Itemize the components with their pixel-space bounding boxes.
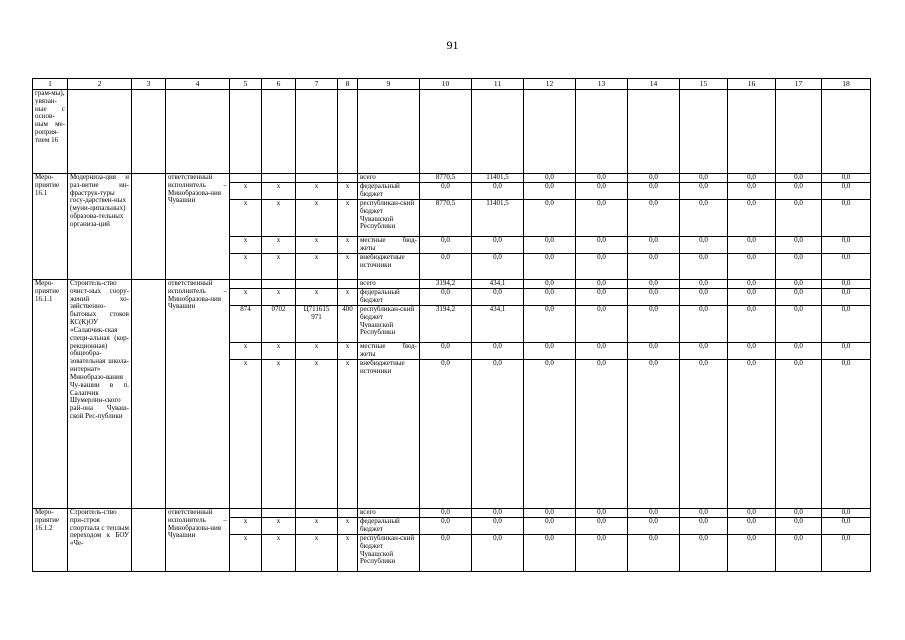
value-cell: 0,0: [472, 360, 524, 509]
value-cell: 0,0: [420, 343, 472, 360]
header-col-13: 13: [576, 79, 628, 90]
value-cell: 0,0: [822, 183, 871, 200]
value-cell: 0,0: [420, 237, 472, 254]
code-cell-c8: x: [338, 289, 358, 306]
value-cell: 0,0: [576, 174, 628, 183]
code-cell-c6: x: [262, 518, 296, 535]
code-cell-c8: x: [338, 360, 358, 509]
value-cell: 0,0: [472, 237, 524, 254]
value-cell: 0,0: [472, 254, 524, 280]
funding-source-cell: местные бюд-жеты: [358, 237, 420, 254]
code-cell-c7: x: [296, 200, 338, 237]
value-cell: 0,0: [680, 254, 728, 280]
value-cell: 0,0: [776, 237, 822, 254]
header-col-8: 8: [338, 79, 358, 90]
value-cell: 0,0: [524, 183, 576, 200]
continuation-row: [33, 90, 871, 174]
value-cell: 0,0: [472, 518, 524, 535]
value-cell: 0,0: [628, 518, 680, 535]
value-cell: 0,0: [420, 360, 472, 509]
code-cell-c8: x: [338, 518, 358, 535]
code-cell-c5: x: [230, 254, 262, 280]
budget-table: [32, 78, 871, 572]
funding-source-cell: федеральный бюджет: [358, 518, 420, 535]
header-col-2: 2: [68, 79, 132, 90]
value-cell: 0,0: [628, 254, 680, 280]
value-cell: 0,0: [628, 174, 680, 183]
value-cell: 0,0: [776, 535, 822, 572]
header-col-10: 10: [420, 79, 472, 90]
code-cell-c5: x: [230, 183, 262, 200]
value-cell: 0,0: [822, 509, 871, 518]
value-cell: 0,0: [524, 509, 576, 518]
code-cell-c8: x: [338, 200, 358, 237]
funding-source-cell: внебюджетные источники: [358, 360, 420, 509]
value-cell: 0,0: [524, 535, 576, 572]
header-col-17: 17: [776, 79, 822, 90]
code-cell-c7: x: [296, 183, 338, 200]
value-cell: 0,0: [628, 183, 680, 200]
header-col-16: 16: [728, 79, 776, 90]
header-col-7: 7: [296, 79, 338, 90]
value-cell: 0,0: [776, 254, 822, 280]
funding-source-cell: федеральный бюджет: [358, 289, 420, 306]
value-cell: 0,0: [524, 280, 576, 289]
header-col-18: 18: [822, 79, 871, 90]
code-cell-c6: x: [262, 200, 296, 237]
value-cell: 0,0: [576, 183, 628, 200]
value-cell: 0,0: [576, 343, 628, 360]
value-cell: 0,0: [472, 183, 524, 200]
value-cell: 0,0: [728, 174, 776, 183]
value-cell: 0,0: [524, 360, 576, 509]
header-col-9: 9: [358, 79, 420, 90]
code-cell-c6: x: [262, 343, 296, 360]
value-cell: 0,0: [628, 200, 680, 237]
value-cell: 0,0: [576, 289, 628, 306]
value-cell: 0,0: [472, 509, 524, 518]
value-cell: 0,0: [728, 254, 776, 280]
code-cell-c8: x: [338, 535, 358, 572]
executor-cell: ответственный исполнитель – Минобразова-ния Чувашии: [166, 509, 230, 572]
value-cell: 0,0: [776, 343, 822, 360]
header-col-5: 5: [230, 79, 262, 90]
code-cell-c7: x: [296, 254, 338, 280]
empty-cell: [132, 280, 166, 509]
value-cell: 0,0: [680, 535, 728, 572]
measure-name-cell: Строитель-ство очист-ных соору-жений хо-зяйственно-бытовых стоков КС(К)ОУ «Салапчик-ская специ-альная (кор-рекционная) общеобра-зовательная школа-интернат» Минобразо-вания Чу-вашии в п. Салапчик Шумерлин-ского рай-она Чуваш-ской Рес-публики: [68, 280, 132, 509]
header-row: [33, 79, 871, 90]
value-cell: 0,0: [776, 280, 822, 289]
code-cell-c5: x: [230, 343, 262, 360]
code-cell-c5: x: [230, 200, 262, 237]
code-cell-c7: x: [296, 535, 338, 572]
code-cell-c5: 874: [230, 306, 262, 343]
funding-source-cell: внебюджетные источники: [358, 254, 420, 280]
value-cell: 0,0: [680, 518, 728, 535]
value-cell: 0,0: [680, 183, 728, 200]
table-row: [33, 509, 871, 518]
code-cell-c8: x: [338, 343, 358, 360]
value-cell: 0,0: [776, 174, 822, 183]
value-cell: 0,0: [728, 360, 776, 509]
code-cell-c5: x: [230, 535, 262, 572]
value-cell: 0,0: [420, 518, 472, 535]
empty-cell: [132, 174, 166, 280]
value-cell: 0,0: [628, 509, 680, 518]
value-cell: 0,0: [728, 535, 776, 572]
funding-source-cell: республикан-ский бюджет Чувашской Республики: [358, 306, 420, 343]
measure-id-cell: Меро-приятие 16.1: [33, 174, 68, 280]
value-cell: 0,0: [680, 509, 728, 518]
code-cell-c7: x: [296, 360, 338, 509]
value-cell: 0,0: [680, 360, 728, 509]
value-cell: 0,0: [822, 174, 871, 183]
value-cell: 0,0: [776, 518, 822, 535]
header-col-6: 6: [262, 79, 296, 90]
measure-id-cell: Меро-приятие 16.1.1: [33, 280, 68, 509]
value-cell: 0,0: [576, 509, 628, 518]
value-cell: 0,0: [628, 289, 680, 306]
executor-cell: ответственный исполнитель – Минобразова-ния Чувашии: [166, 174, 230, 280]
value-cell: 0,0: [524, 289, 576, 306]
value-cell: 0,0: [728, 289, 776, 306]
code-cell-c5: x: [230, 518, 262, 535]
table-row: [33, 280, 871, 289]
value-cell: 3194,2: [420, 306, 472, 343]
code-cell-c8: [338, 174, 358, 183]
value-cell: 0,0: [680, 200, 728, 237]
code-cell-c8: x: [338, 237, 358, 254]
funding-source-cell: республикан-ский бюджет Чувашской Республики: [358, 535, 420, 572]
value-cell: 0,0: [680, 343, 728, 360]
value-cell: 0,0: [524, 518, 576, 535]
code-cell-c6: x: [262, 289, 296, 306]
funding-source-cell: всего: [358, 174, 420, 183]
value-cell: 0,0: [776, 289, 822, 306]
value-cell: 0,0: [822, 306, 871, 343]
value-cell: 0,0: [822, 343, 871, 360]
code-cell-c7: Ц711615 971: [296, 306, 338, 343]
value-cell: 0,0: [822, 237, 871, 254]
code-cell-c5: x: [230, 237, 262, 254]
value-cell: 3194,2: [420, 280, 472, 289]
value-cell: 0,0: [420, 289, 472, 306]
value-cell: 0,0: [472, 535, 524, 572]
value-cell: 0,0: [420, 535, 472, 572]
header-col-1: 1: [33, 79, 68, 90]
code-cell-c6: [262, 280, 296, 289]
code-cell-c7: x: [296, 237, 338, 254]
code-cell-c6: 0702: [262, 306, 296, 343]
code-cell-c8: [338, 509, 358, 518]
funding-source-cell: республикан-ский бюджет Чувашской Республики: [358, 200, 420, 237]
code-cell-c5: [230, 509, 262, 518]
value-cell: 0,0: [420, 254, 472, 280]
value-cell: 0,0: [728, 518, 776, 535]
value-cell: 0,0: [728, 509, 776, 518]
code-cell-c5: x: [230, 289, 262, 306]
value-cell: 0,0: [628, 306, 680, 343]
value-cell: 0,0: [576, 518, 628, 535]
value-cell: 0,0: [776, 360, 822, 509]
code-cell-c6: x: [262, 183, 296, 200]
header-col-12: 12: [524, 79, 576, 90]
value-cell: 0,0: [728, 343, 776, 360]
page-number: 91: [446, 38, 459, 52]
value-cell: 0,0: [576, 535, 628, 572]
code-cell-c7: [296, 280, 338, 289]
value-cell: 0,0: [728, 200, 776, 237]
measure-id-cell: Меро-приятие 16.1.2: [33, 509, 68, 572]
value-cell: 0,0: [728, 280, 776, 289]
code-cell-c6: x: [262, 237, 296, 254]
executor-cell: ответственный исполнитель – Минобразова-ния Чувашии: [166, 280, 230, 509]
value-cell: 0,0: [680, 289, 728, 306]
header-col-4: 4: [166, 79, 230, 90]
value-cell: 0,0: [524, 200, 576, 237]
value-cell: 0,0: [576, 360, 628, 509]
code-cell-c7: x: [296, 343, 338, 360]
value-cell: 0,0: [680, 306, 728, 343]
value-cell: 0,0: [822, 254, 871, 280]
code-cell-c7: x: [296, 289, 338, 306]
value-cell: 434,1: [472, 280, 524, 289]
value-cell: 0,0: [576, 254, 628, 280]
code-cell-c5: [230, 280, 262, 289]
value-cell: 0,0: [822, 289, 871, 306]
value-cell: 0,0: [420, 183, 472, 200]
value-cell: 0,0: [576, 237, 628, 254]
value-cell: 0,0: [628, 280, 680, 289]
measure-name-cell: Модерниза-ция и раз-витие ин-фраструк-туры госу-дарствен-ных (муни-ципальных) образова-тельных организа-ций: [68, 174, 132, 280]
value-cell: 0,0: [776, 509, 822, 518]
value-cell: 0,0: [680, 280, 728, 289]
funding-source-cell: всего: [358, 280, 420, 289]
funding-source-cell: местные бюд-жеты: [358, 343, 420, 360]
value-cell: 0,0: [776, 183, 822, 200]
code-cell-c8: x: [338, 183, 358, 200]
value-cell: 0,0: [680, 237, 728, 254]
value-cell: 0,0: [576, 280, 628, 289]
value-cell: 0,0: [728, 237, 776, 254]
value-cell: 0,0: [576, 306, 628, 343]
code-cell-c6: x: [262, 254, 296, 280]
value-cell: 0,0: [822, 518, 871, 535]
code-cell-c6: x: [262, 535, 296, 572]
value-cell: 0,0: [524, 174, 576, 183]
code-cell-c7: [296, 174, 338, 183]
header-col-15: 15: [680, 79, 728, 90]
value-cell: 0,0: [576, 200, 628, 237]
value-cell: 0,0: [728, 183, 776, 200]
value-cell: 0,0: [822, 200, 871, 237]
code-cell-c6: [262, 509, 296, 518]
value-cell: 0,0: [776, 306, 822, 343]
value-cell: 0,0: [822, 360, 871, 509]
code-cell-c5: [230, 174, 262, 183]
header-col-3: 3: [132, 79, 166, 90]
value-cell: 0,0: [776, 200, 822, 237]
value-cell: 434,1: [472, 306, 524, 343]
table-row: [33, 174, 871, 183]
value-cell: 0,0: [628, 360, 680, 509]
measure-name-cell: Строитель-ство при-строя спортзала с теплым переходом к БОУ «Че-: [68, 509, 132, 572]
value-cell: 0,0: [524, 343, 576, 360]
value-cell: 0,0: [524, 306, 576, 343]
value-cell: 0,0: [524, 237, 576, 254]
value-cell: 0,0: [472, 289, 524, 306]
value-cell: 0,0: [420, 509, 472, 518]
code-cell-c8: x: [338, 254, 358, 280]
funding-source-cell: всего: [358, 509, 420, 518]
code-cell-c8: 400: [338, 306, 358, 343]
value-cell: 0,0: [680, 174, 728, 183]
code-cell-c7: x: [296, 518, 338, 535]
code-cell-c6: [262, 174, 296, 183]
value-cell: 8770,5: [420, 200, 472, 237]
value-cell: 0,0: [472, 343, 524, 360]
value-cell: 0,0: [728, 306, 776, 343]
code-cell-c6: x: [262, 360, 296, 509]
funding-source-cell: федеральный бюджет: [358, 183, 420, 200]
value-cell: 0,0: [822, 280, 871, 289]
value-cell: 8770,5: [420, 174, 472, 183]
code-cell-c7: [296, 509, 338, 518]
value-cell: 11401,5: [472, 174, 524, 183]
code-cell-c8: [338, 280, 358, 289]
value-cell: 0,0: [524, 254, 576, 280]
value-cell: 0,0: [628, 535, 680, 572]
value-cell: 0,0: [628, 343, 680, 360]
header-col-14: 14: [628, 79, 680, 90]
empty-cell: [132, 509, 166, 572]
value-cell: 11401,5: [472, 200, 524, 237]
value-cell: 0,0: [628, 237, 680, 254]
continuation-text: грам-мы), увязан-ные с основ-ным ме-роприя-тием 16: [33, 90, 68, 174]
code-cell-c5: x: [230, 360, 262, 509]
value-cell: 0,0: [822, 535, 871, 572]
header-col-11: 11: [472, 79, 524, 90]
